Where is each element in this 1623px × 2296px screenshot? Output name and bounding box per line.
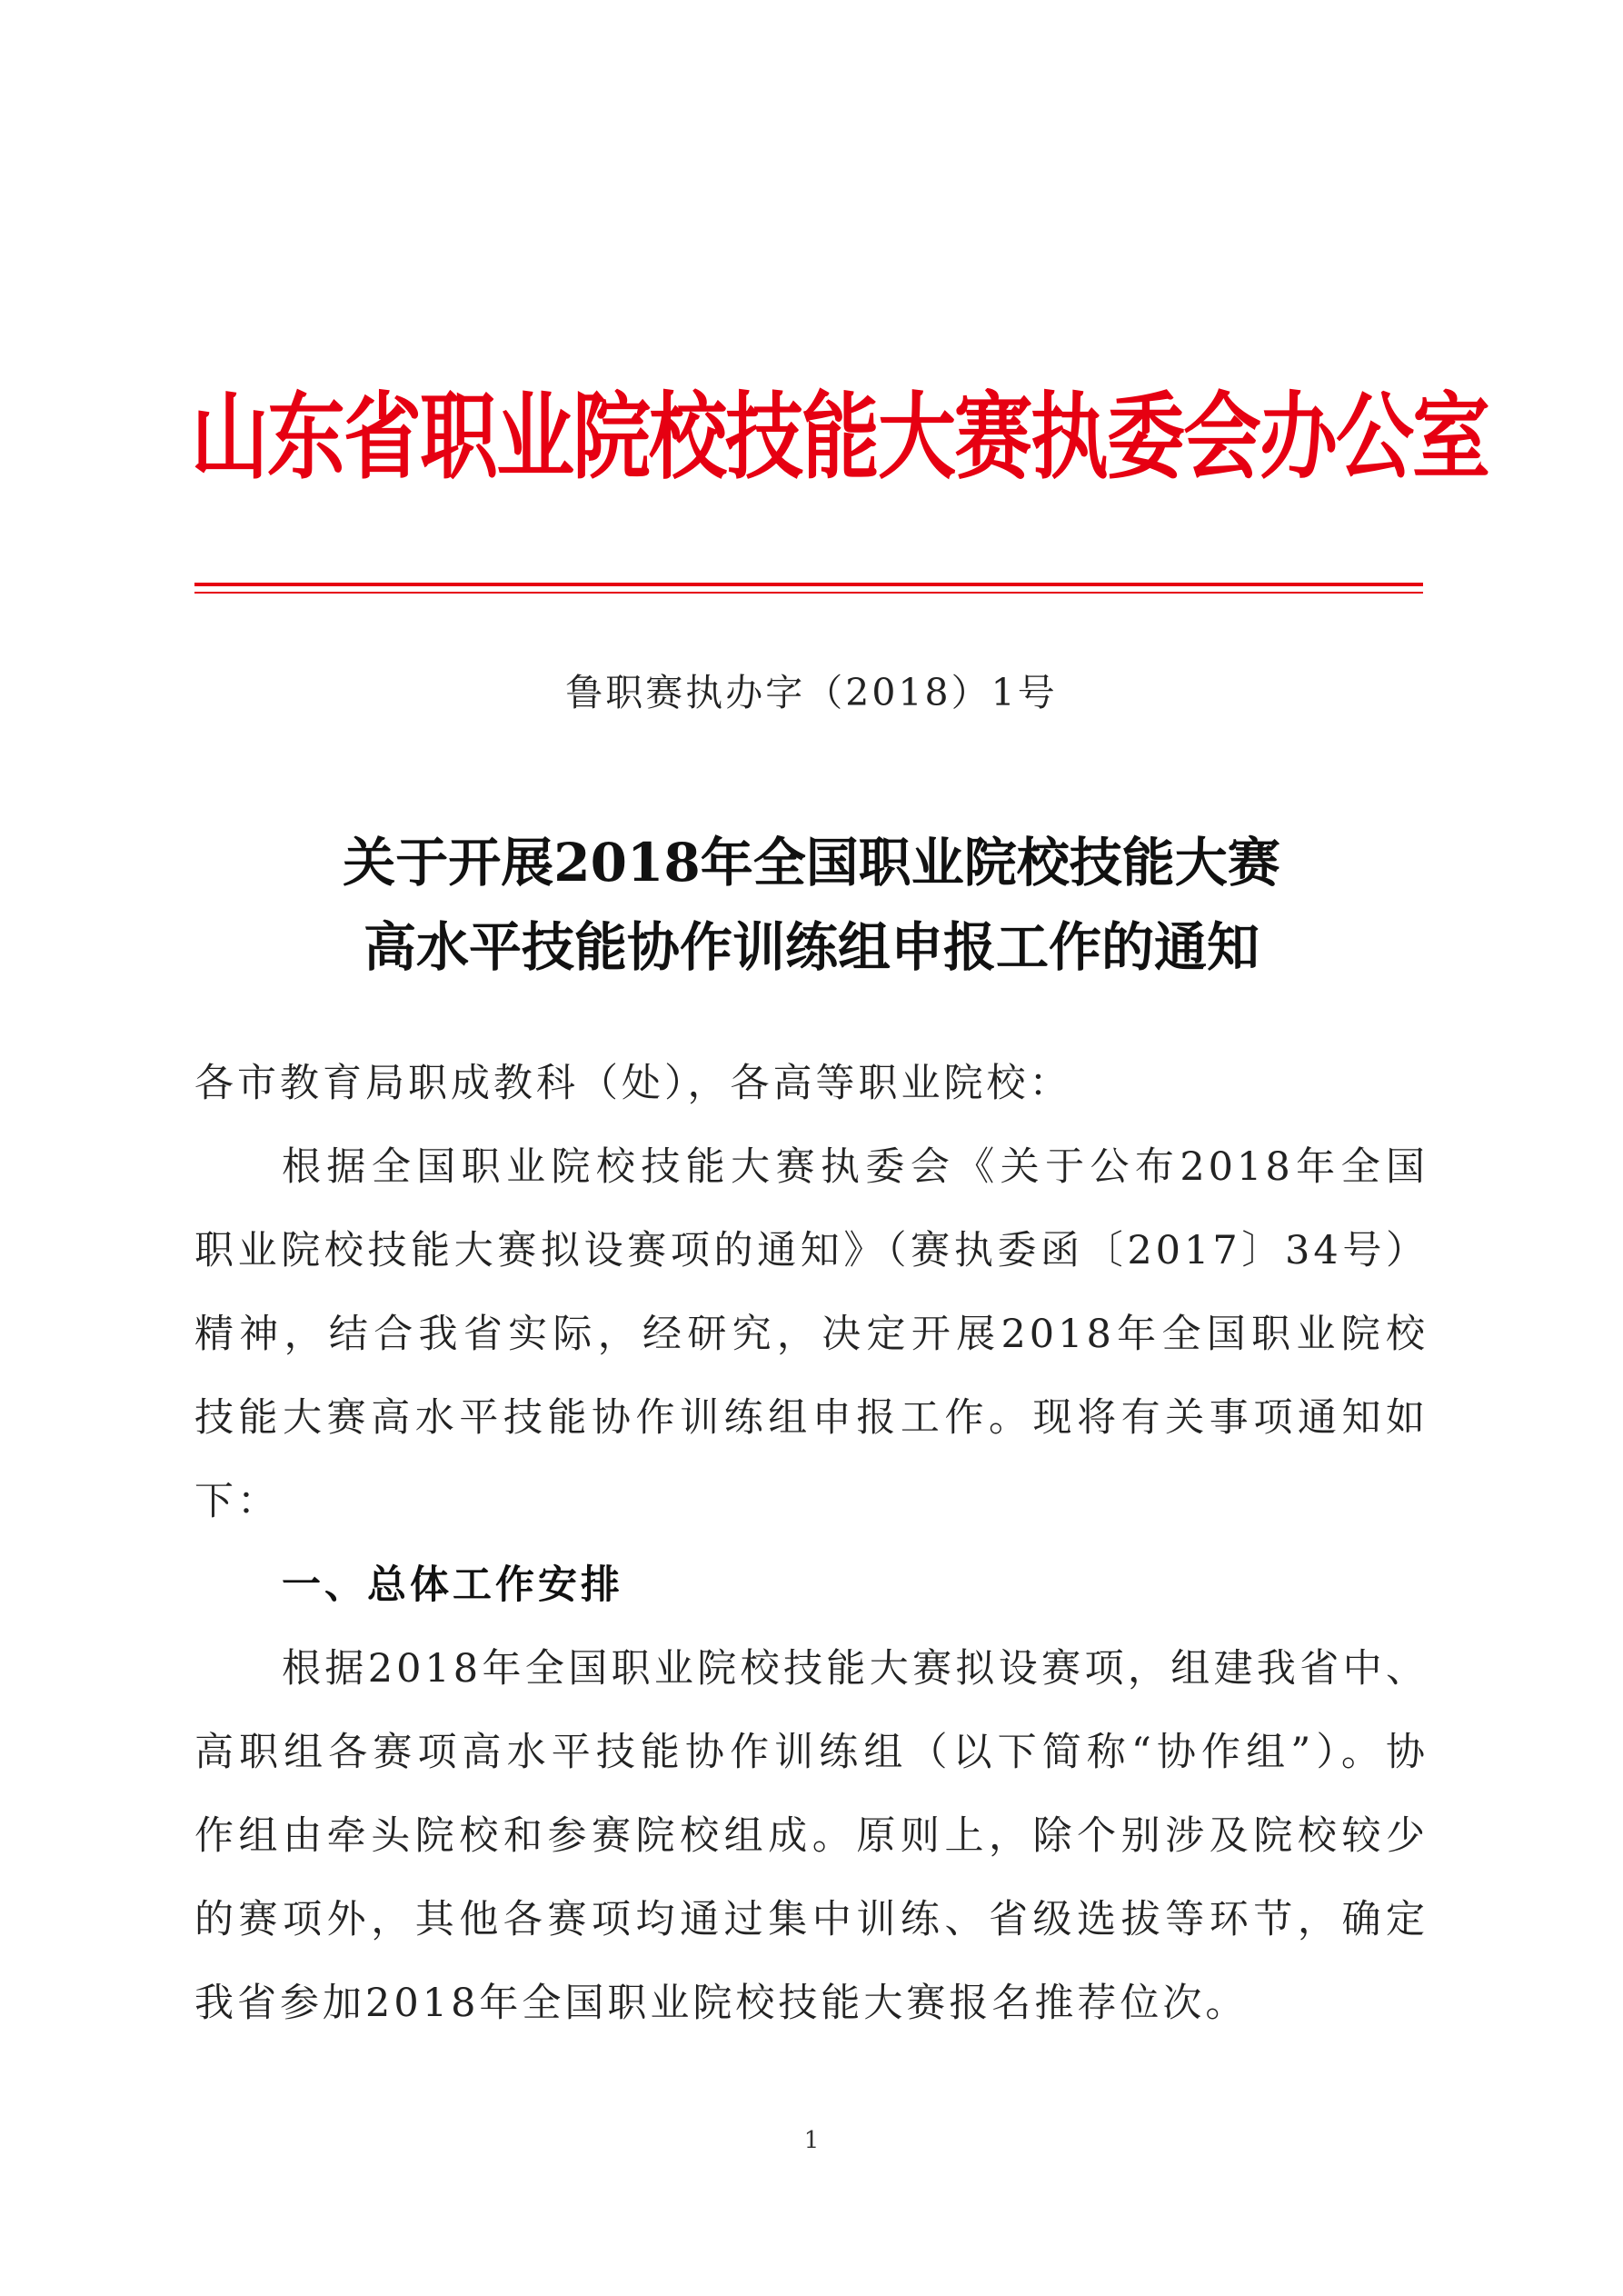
masthead-red-rule-thick xyxy=(194,583,1423,586)
document-body xyxy=(194,1042,1429,2045)
paragraph-2-line: 根据2018年全国职业院校技能大赛拟设赛项，组建我省中、 xyxy=(282,1646,1429,1692)
document-number: 鲁职赛执办字（2018）1号 xyxy=(565,671,1058,714)
paragraph-2-line: 的赛项外，其他各赛项均通过集中训练、省级选拔等环节，确定 xyxy=(194,1897,1429,1942)
document-title-line-2: 高水平技能协作训练组申报工作的通知 xyxy=(363,916,1260,978)
page-number: 1 xyxy=(803,2127,820,2154)
salutation: 各市教育局职成教科（处），各高等职业院校： xyxy=(194,1061,1072,1106)
section-1-heading: 一、总体工作安排 xyxy=(282,1562,623,1608)
issuer-masthead: 山东省职业院校技能大赛执委会办公室 xyxy=(191,383,1489,493)
paragraph-1-line: 下： xyxy=(194,1479,280,1524)
paragraph-2-line: 高职组各赛项高水平技能协作训练组（以下简称“协作组”）。协 xyxy=(194,1730,1429,1775)
paragraph-1 xyxy=(194,1125,1429,1543)
paragraph-1-line: 精神，结合我省实际，经研究，决定开展2018年全国职业院校 xyxy=(194,1312,1429,1357)
paragraph-1-line: 技能大赛高水平技能协作训练组申报工作。现将有关事项通知如 xyxy=(194,1395,1429,1441)
paragraph-2-line: 作组由牵头院校和参赛院校组成。原则上，除个别涉及院校较少 xyxy=(194,1813,1429,1859)
paragraph-1-line: 职业院校技能大赛拟设赛项的通知》（赛执委函〔2017〕34号） xyxy=(194,1228,1429,1273)
document-title-line-1: 关于开展2018年全国职业院校技能大赛 xyxy=(343,832,1280,893)
paragraph-1-line: 根据全国职业院校技能大赛执委会《关于公布2018年全国 xyxy=(282,1144,1429,1190)
paragraph-2-line: 我省参加2018年全国职业院校技能大赛报名推荐位次。 xyxy=(194,1981,1249,2026)
paragraph-2 xyxy=(194,1627,1429,2045)
masthead-red-rule-thin xyxy=(194,592,1423,594)
